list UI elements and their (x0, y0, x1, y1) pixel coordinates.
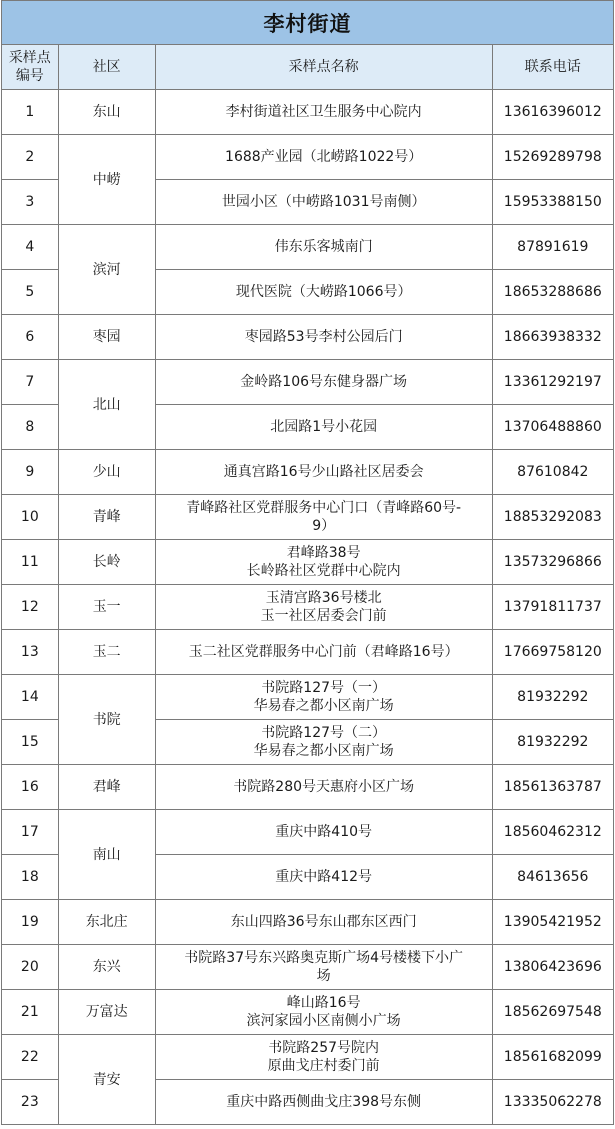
site-number-cell: 7 (2, 360, 59, 405)
site-name-line: 重庆中路412号 (275, 869, 373, 885)
table-row (2, 540, 614, 585)
site-name-line: 长岭路社区党群中心院内 (246, 563, 401, 579)
community-cell: 书院 (58, 675, 155, 765)
phone-cell: 81932292 (492, 720, 613, 765)
site-name-line: 现代医院（大崂路1066号） (235, 284, 412, 300)
site-name-cell (155, 540, 492, 585)
site-name-line: 青峰路社区党群服务中心门口（青峰路60号- (186, 500, 462, 516)
community-cell: 东兴 (58, 945, 155, 990)
community-cell: 枣园 (58, 315, 155, 360)
site-name-line: 1688产业园（北崂路1022号） (225, 149, 423, 165)
site-number-cell: 11 (2, 540, 59, 585)
site-name-line: 通真宫路16号少山路社区居委会 (223, 464, 424, 480)
site-number-cell: 4 (2, 225, 59, 270)
site-name-line: 重庆中路西侧曲戈庄398号东侧 (226, 1094, 422, 1110)
table-row (2, 630, 614, 675)
community-cell: 万富达 (58, 990, 155, 1035)
site-name-line: 伟东乐客城南门 (274, 239, 373, 255)
site-name-cell (155, 945, 492, 990)
table-row (2, 585, 614, 630)
site-number-cell: 18 (2, 855, 59, 900)
site-number-cell: 14 (2, 675, 59, 720)
site-name-cell (155, 135, 492, 180)
site-number-cell: 20 (2, 945, 59, 990)
community-cell: 君峰 (58, 765, 155, 810)
site-number-cell: 22 (2, 1035, 59, 1080)
site-number-cell: 2 (2, 135, 59, 180)
table-header-row (2, 45, 614, 90)
site-name-cell (155, 1035, 492, 1080)
site-name-cell (155, 405, 492, 450)
table-row (2, 990, 614, 1035)
site-name-cell (155, 675, 492, 720)
site-name-line: 君峰路38号 (286, 545, 361, 561)
sampling-sites-table (1, 44, 614, 1125)
phone-cell: 13573296866 (492, 540, 613, 585)
table-row (2, 900, 614, 945)
site-name-cell (155, 360, 492, 405)
header-community: 社区 (58, 45, 155, 90)
phone-cell: 87610842 (492, 450, 613, 495)
header-phone: 联系电话 (492, 45, 613, 90)
sampling-table-sheet (1, 0, 614, 1125)
site-number-cell: 6 (2, 315, 59, 360)
community-cell: 北山 (58, 360, 155, 450)
sheet-title: 李村街道 (1, 0, 614, 44)
site-name-line: 世园小区（中崂路1031号南侧） (221, 194, 426, 210)
site-name-line: 书院路257号院内 (268, 1040, 380, 1056)
table-row (2, 765, 614, 810)
community-cell: 东山 (58, 90, 155, 135)
site-name-line: 峰山路16号 (286, 995, 361, 1011)
site-name-line: 滨河家园小区南侧小广场 (246, 1013, 401, 1029)
table-row (2, 90, 614, 135)
phone-cell: 81932292 (492, 675, 613, 720)
phone-cell: 18560462312 (492, 810, 613, 855)
community-cell: 中崂 (58, 135, 155, 225)
site-name-line: 9） (312, 518, 336, 534)
phone-cell: 13806423696 (492, 945, 613, 990)
community-cell: 长岭 (58, 540, 155, 585)
community-cell: 南山 (58, 810, 155, 900)
phone-cell: 87891619 (492, 225, 613, 270)
header-site-name: 采样点名称 (155, 45, 492, 90)
site-number-cell: 3 (2, 180, 59, 225)
phone-cell: 84613656 (492, 855, 613, 900)
site-name-line: 枣园路53号李村公园后门 (244, 329, 403, 345)
site-number-cell: 12 (2, 585, 59, 630)
phone-cell: 13616396012 (492, 90, 613, 135)
community-cell: 滨河 (58, 225, 155, 315)
site-name-line: 原曲戈庄村委门前 (267, 1058, 380, 1074)
phone-cell: 13905421952 (492, 900, 613, 945)
phone-cell: 18561363787 (492, 765, 613, 810)
site-name-cell (155, 630, 492, 675)
site-name-cell (155, 855, 492, 900)
site-name-cell (155, 720, 492, 765)
table-body (2, 90, 614, 1125)
site-number-cell: 21 (2, 990, 59, 1035)
site-name-cell (155, 225, 492, 270)
site-number-cell: 16 (2, 765, 59, 810)
site-number-cell: 15 (2, 720, 59, 765)
site-name-cell (155, 810, 492, 855)
table-row (2, 495, 614, 540)
community-cell: 玉二 (58, 630, 155, 675)
site-number-cell: 10 (2, 495, 59, 540)
table-row (2, 360, 614, 405)
community-cell: 青峰 (58, 495, 155, 540)
site-name-line: 玉一社区居委会门前 (260, 608, 387, 624)
table-row (2, 315, 614, 360)
table-row (2, 810, 614, 855)
site-number-cell: 19 (2, 900, 59, 945)
table-row (2, 1035, 614, 1080)
site-name-cell (155, 315, 492, 360)
site-name-line: 玉二社区党群服务中心门前（君峰路16号） (188, 644, 459, 660)
site-name-line: 北园路1号小花园 (270, 419, 378, 435)
site-name-line: 书院路127号（二） (261, 725, 387, 741)
site-name-line: 书院路37号东兴路奥克斯广场4号楼楼下小广 (184, 950, 464, 966)
site-name-cell (155, 990, 492, 1035)
site-name-cell (155, 270, 492, 315)
site-name-line: 华易春之都小区南广场 (253, 698, 394, 714)
phone-cell: 18561682099 (492, 1035, 613, 1080)
site-name-line: 金岭路106号东健身器广场 (240, 374, 408, 390)
phone-cell: 15269289798 (492, 135, 613, 180)
site-name-line: 东山四路36号东山郡东区西门 (230, 914, 417, 930)
community-cell: 青安 (58, 1035, 155, 1125)
community-cell: 东北庄 (58, 900, 155, 945)
table-row (2, 945, 614, 990)
phone-cell: 13706488860 (492, 405, 613, 450)
site-number-cell: 1 (2, 90, 59, 135)
site-number-cell: 13 (2, 630, 59, 675)
site-name-cell (155, 765, 492, 810)
site-number-cell: 17 (2, 810, 59, 855)
phone-cell: 18663938332 (492, 315, 613, 360)
site-name-line: 书院路280号天惠府小区广场 (233, 779, 415, 795)
site-number-cell: 23 (2, 1080, 59, 1125)
site-name-line: 李村街道社区卫生服务中心院内 (225, 104, 422, 120)
site-name-line: 重庆中路410号 (275, 824, 373, 840)
site-name-cell (155, 450, 492, 495)
table-row (2, 135, 614, 180)
site-number-cell: 5 (2, 270, 59, 315)
site-number-cell: 9 (2, 450, 59, 495)
site-name-line: 书院路127号（一） (261, 680, 387, 696)
site-name-cell (155, 180, 492, 225)
site-number-cell: 8 (2, 405, 59, 450)
header-site-number: 采样点编号 (2, 45, 59, 90)
community-cell: 少山 (58, 450, 155, 495)
site-name-line: 玉清宫路36号楼北 (265, 590, 382, 606)
phone-cell: 15953388150 (492, 180, 613, 225)
site-name-cell (155, 1080, 492, 1125)
phone-cell: 13361292197 (492, 360, 613, 405)
phone-cell: 18853292083 (492, 495, 613, 540)
site-name-cell (155, 495, 492, 540)
phone-cell: 13791811737 (492, 585, 613, 630)
phone-cell: 17669758120 (492, 630, 613, 675)
table-row (2, 450, 614, 495)
site-name-cell (155, 90, 492, 135)
phone-cell: 18562697548 (492, 990, 613, 1035)
site-name-line: 华易春之都小区南广场 (253, 743, 394, 759)
phone-cell: 13335062278 (492, 1080, 613, 1125)
table-row (2, 225, 614, 270)
site-name-cell (155, 585, 492, 630)
site-name-cell (155, 900, 492, 945)
phone-cell: 18653288686 (492, 270, 613, 315)
table-row (2, 675, 614, 720)
community-cell: 玉一 (58, 585, 155, 630)
site-name-line: 场 (316, 968, 331, 984)
